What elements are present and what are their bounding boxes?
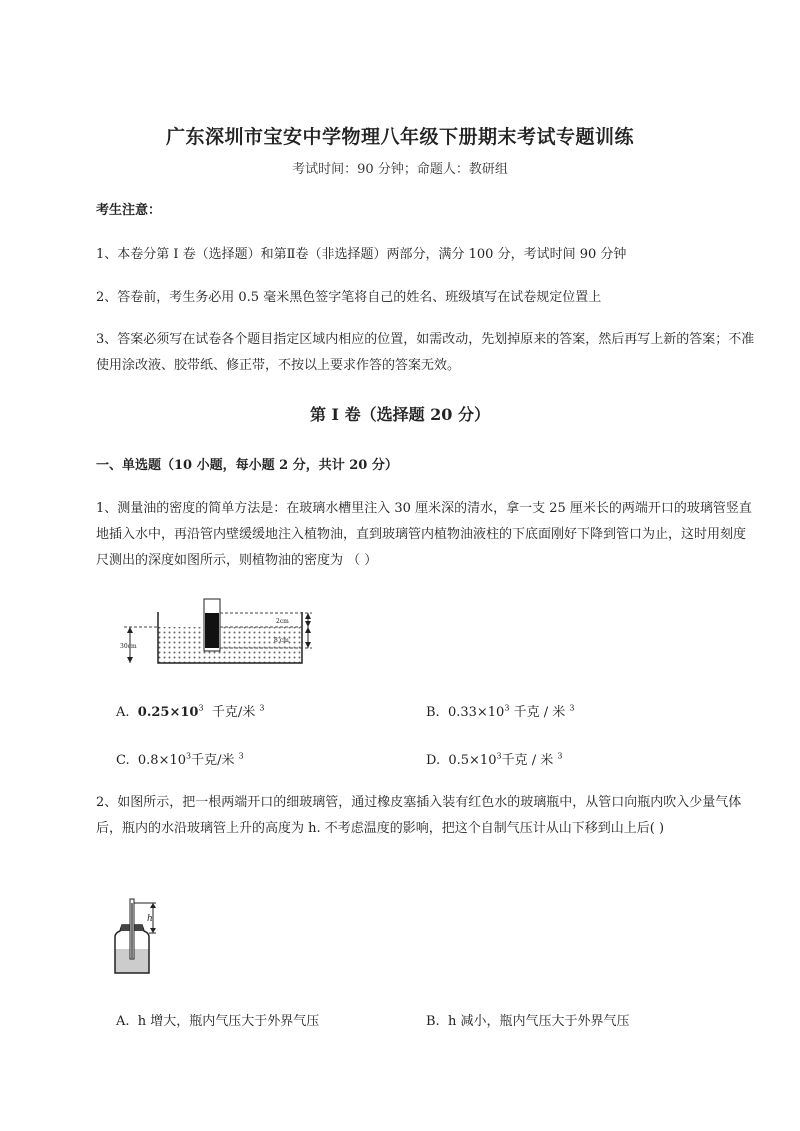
notice-item-2: 2、答卷前，考生务必用 0.5 毫米黑色签字笔将自己的姓名、班级填写在试卷规定位置上	[96, 290, 602, 305]
q2-option-b[interactable]: B. h 减小，瓶内气压大于外界气压	[426, 1014, 630, 1029]
dimension-label-2cm: 2cm	[276, 618, 289, 625]
q1-option-d[interactable]: D. $0.5\times 10^3$千克 / 米 $^3$	[426, 751, 563, 768]
left-arrow-up	[127, 627, 133, 633]
q1-option-a[interactable]: A. $0.25\times 10^3$ 千克/米 $^3$	[116, 703, 265, 720]
q1-option-c[interactable]: C. $0.8\times 10^3$千克/米 $^3$	[116, 751, 244, 768]
q2-option-a[interactable]: A. h 增大，瓶内气压大于外界气压	[116, 1014, 320, 1029]
q1-option-b[interactable]: B. $0.33\times 10^3$ 千克 / 米 $^3$	[426, 703, 575, 720]
water-tank-figure	[118, 596, 332, 668]
height-label: h	[147, 914, 153, 924]
water-region	[158, 627, 302, 663]
exam-info: 考试时间：90 分钟；命题人：教研组	[292, 162, 508, 177]
notice-item-3: 3、答案必须写在试卷各个题目指定区域内相应的位置，如需改动，先划掉原来的答案，然后再写上新的答案；不准使用涂改液、胶带纸、修正带，不按以上要求作答的答案无效。	[96, 332, 755, 373]
water-column	[131, 903, 133, 959]
notice-heading: 考生注意：	[96, 203, 162, 218]
oil-column	[205, 613, 219, 648]
question-2-text: 2、如图所示，把一根两端开口的细玻璃管，通过橡皮塞插入装有红色水的玻璃瓶中，从管口向瓶内吹入少量气体后，瓶内的水沿玻璃管上升的高度为 h. 不考虑温度的影响，把这个自制气压计从山下移到山上后( )	[96, 795, 742, 836]
dimension-label-30cm: 30cm	[120, 643, 137, 650]
dimension-label-8cm: 8 cm	[274, 637, 289, 644]
part-heading: 一、单选题（10 小题，每小题 2 分，共计 20 分）	[96, 458, 398, 473]
section-title: 第 I 卷（选择题 20 分）	[309, 405, 491, 424]
question-1-text: 1、测量油的密度的简单方法是：在玻璃水槽里注入 30 厘米深的清水，拿一支 25 厘米长的两端开口的玻璃管竖直地插入水中，再沿管内壁缓缓地注入植物油，直到玻璃管内植物油液柱的下底面刚好下降到管口为止，这时用刻度尺测出的深度如图所示，则植物油的密度为 （ ）	[96, 501, 752, 568]
left-arrow-down	[127, 657, 133, 663]
page-title: 广东深圳市宝安中学物理八年级下册期末考试专题训练	[165, 126, 634, 148]
barometer-bottle-figure	[106, 893, 164, 977]
notice-item-1: 1、本卷分第 I 卷（选择题）和第Ⅱ卷（非选择题）两部分，满分 100 分，考试时间 90 分钟	[96, 247, 627, 262]
